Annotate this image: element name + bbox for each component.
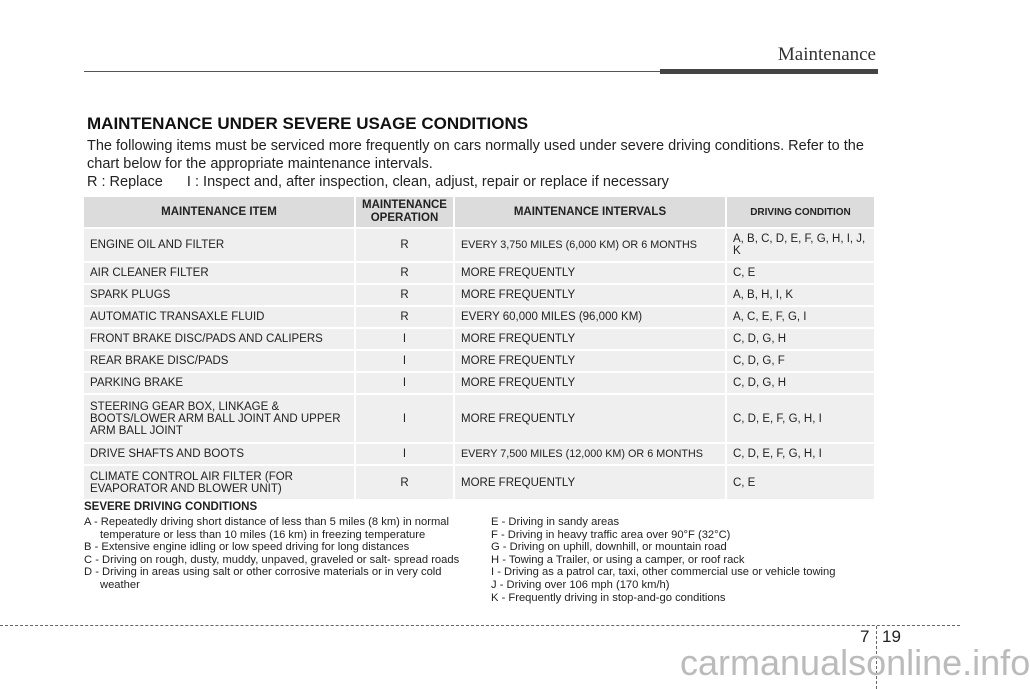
table-row xyxy=(84,466,874,499)
chapter-number: 7 xyxy=(860,627,870,646)
row-condition: C, E xyxy=(727,263,874,283)
page-number: 19 xyxy=(882,627,901,646)
legend-text: R : Replace I : Inspect and, after inspection, clean, adjust, repair or replace if necessary xyxy=(87,174,669,190)
row-operation: R xyxy=(356,285,453,305)
row-item: DRIVE SHAFTS AND BOOTS xyxy=(84,444,354,464)
row-item: SPARK PLUGS xyxy=(84,285,354,305)
row-condition: A, B, C, D, E, F, G, H, I, J, K xyxy=(727,229,874,261)
row-operation: I xyxy=(356,329,453,349)
table-row xyxy=(84,229,874,261)
row-item: ENGINE OIL AND FILTER xyxy=(84,229,354,261)
page-title: MAINTENANCE UNDER SEVERE USAGE CONDITIONS xyxy=(87,114,529,133)
row-condition: C, E xyxy=(727,466,874,499)
header-intervals: MAINTENANCE INTERVALS xyxy=(455,197,725,227)
condition-item: G - Driving on uphill, downhill, or mountain road xyxy=(491,541,727,554)
row-operation: R xyxy=(356,466,453,499)
conditions-right xyxy=(491,516,881,604)
row-item: CLIMATE CONTROL AIR FILTER (FOR EVAPORATOR AND BLOWER UNIT) xyxy=(84,466,354,499)
row-condition: C, D, G, H xyxy=(727,329,874,349)
condition-item: D - Driving in areas using salt or other corrosive materials or in very cold weather xyxy=(84,566,442,591)
conditions-left xyxy=(84,516,470,592)
row-interval: MORE FREQUENTLY xyxy=(455,466,725,499)
condition-item: E - Driving in sandy areas xyxy=(491,516,620,528)
table-row xyxy=(84,373,874,393)
header-bar xyxy=(660,69,878,74)
condition-item: B - Extensive engine idling or low speed driving for long distances xyxy=(84,541,410,554)
row-item: REAR BRAKE DISC/PADS xyxy=(84,351,354,371)
maintenance-table xyxy=(82,195,876,501)
row-interval: MORE FREQUENTLY xyxy=(455,263,725,283)
row-item: STEERING GEAR BOX, LINKAGE & BOOTS/LOWER ARM BALL JOINT AND UPPER ARM BALL JOINT xyxy=(84,395,354,442)
row-operation: I xyxy=(356,351,453,371)
row-interval: MORE FREQUENTLY xyxy=(455,351,725,371)
watermark: carmanualsonline.info xyxy=(680,642,1030,683)
row-operation: I xyxy=(356,373,453,393)
row-condition: C, D, G, F xyxy=(727,351,874,371)
conditions-title: SEVERE DRIVING CONDITIONS xyxy=(84,501,258,513)
row-interval: EVERY 7,500 MILES (12,000 KM) OR 6 MONTHS xyxy=(455,444,725,464)
condition-item: I - Driving as a patrol car, taxi, other commercial use or vehicle towing xyxy=(491,566,836,579)
row-operation: I xyxy=(356,395,453,442)
section-title: Maintenance xyxy=(777,44,876,65)
header-operation: MAINTENANCE OPERATION xyxy=(356,197,453,227)
row-condition: C, D, E, F, G, H, I xyxy=(727,444,874,464)
row-operation: R xyxy=(356,229,453,261)
row-interval: MORE FREQUENTLY xyxy=(455,329,725,349)
table-row xyxy=(84,285,874,305)
row-item: PARKING BRAKE xyxy=(84,373,354,393)
condition-item: A - Repeatedly driving short distance of less than 5 miles (8 km) in normal temperature or less than 10 miles (16 km) in freezing temperature xyxy=(84,516,449,541)
row-interval: MORE FREQUENTLY xyxy=(455,395,725,442)
row-condition: C, D, E, F, G, H, I xyxy=(727,395,874,442)
table-row xyxy=(84,307,874,327)
condition-item: H - Towing a Trailer, or using a camper, or roof rack xyxy=(491,553,745,566)
row-item: FRONT BRAKE DISC/PADS AND CALIPERS xyxy=(84,329,354,349)
condition-item: F - Driving in heavy traffic area over 90°F (32°C) xyxy=(491,528,731,541)
row-item: AUTOMATIC TRANSAXLE FLUID xyxy=(84,307,354,327)
table-row xyxy=(84,444,874,464)
condition-item: K - Frequently driving in stop-and-go conditions xyxy=(491,591,726,604)
row-condition: A, C, E, F, G, I xyxy=(727,307,874,327)
intro-text: The following items must be serviced more frequently on cars normally used under severe driving conditions. Refer to the chart below for the appropriate maintenance intervals. xyxy=(87,138,864,172)
row-condition: C, D, G, H xyxy=(727,373,874,393)
row-interval: MORE FREQUENTLY xyxy=(455,285,725,305)
condition-item: C - Driving on rough, dusty, muddy, unpaved, graveled or salt- spread roads xyxy=(84,553,460,566)
table-row xyxy=(84,329,874,349)
row-interval: EVERY 60,000 MILES (96,000 KM) xyxy=(455,307,725,327)
header-condition: DRIVING CONDITION xyxy=(727,197,874,227)
row-interval: MORE FREQUENTLY xyxy=(455,373,725,393)
table-row xyxy=(84,263,874,283)
condition-item: J - Driving over 106 mph (170 km/h) xyxy=(491,578,670,591)
row-operation: I xyxy=(356,444,453,464)
row-operation: R xyxy=(356,307,453,327)
row-item: AIR CLEANER FILTER xyxy=(84,263,354,283)
footer-rule xyxy=(0,625,960,626)
row-operation: R xyxy=(356,263,453,283)
row-condition: A, B, H, I, K xyxy=(727,285,874,305)
table-header-row xyxy=(84,197,874,227)
table-row xyxy=(84,351,874,371)
table-row xyxy=(84,395,874,442)
row-interval: EVERY 3,750 MILES (6,000 KM) OR 6 MONTHS xyxy=(455,229,725,261)
header-item: MAINTENANCE ITEM xyxy=(84,197,354,227)
